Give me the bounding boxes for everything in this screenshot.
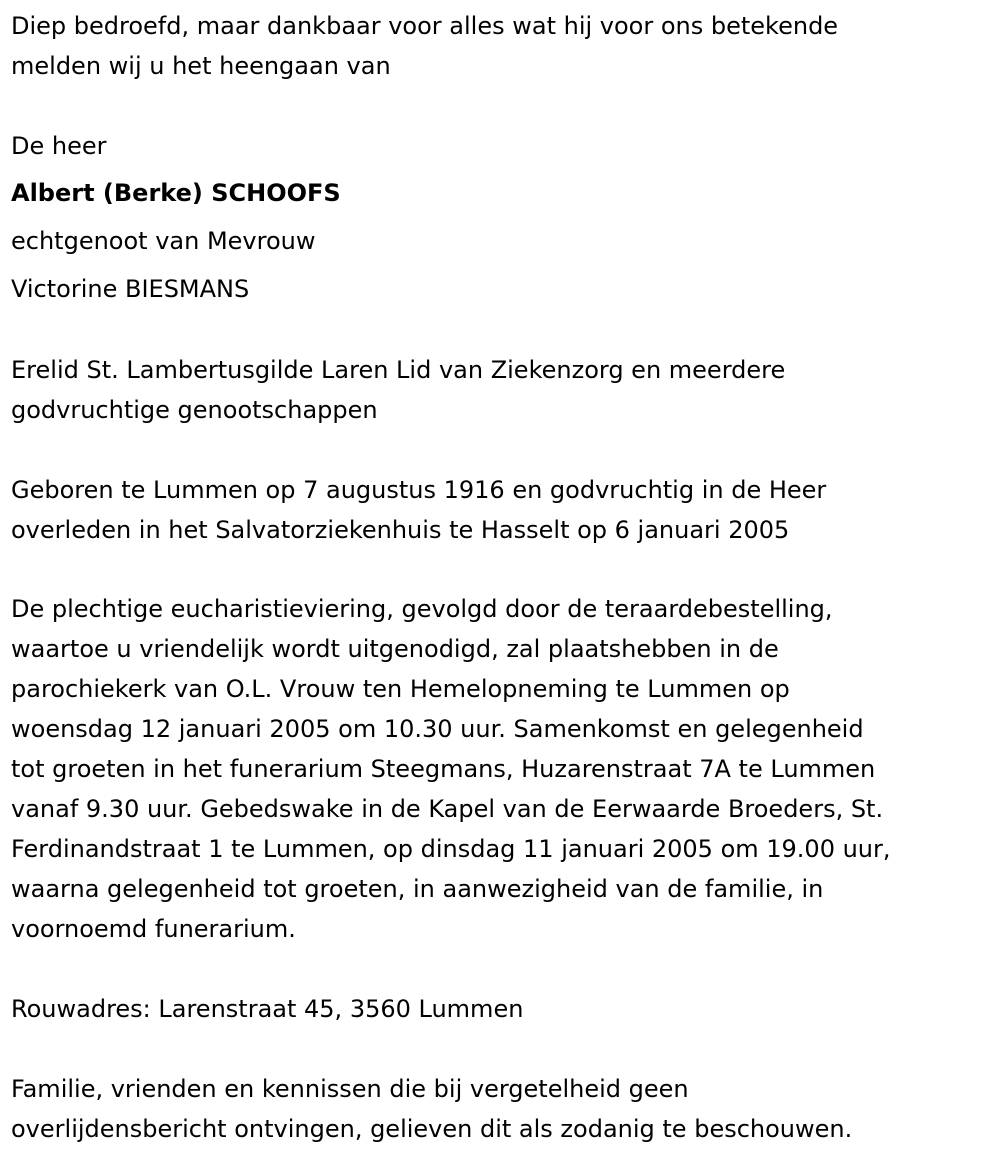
ceremony-line: De plechtige eucharistieviering, gevolgd door de teraardebestelling, xyxy=(11,595,833,623)
deceased-name-text: Albert (Berke) SCHOOFS xyxy=(11,179,341,207)
spouse-name-text: Victorine BIESMANS xyxy=(11,275,250,303)
address-text: Rouwadres: Larenstraat 45, 3560 Lummen xyxy=(11,995,524,1023)
honorific-text: De heer xyxy=(11,132,107,160)
memberships-paragraph xyxy=(11,350,785,430)
ceremony-line: tot groeten in het funerarium Steegmans, Huzarenstraat 7A te Lummen xyxy=(11,755,876,783)
honorific xyxy=(11,126,106,166)
ceremony-line: voornoemd funerarium. xyxy=(11,915,296,943)
ceremony-line: parochiekerk van O.L. Vrouw ten Hemelopneming te Lummen op xyxy=(11,675,790,703)
deceased-name xyxy=(11,173,341,213)
birth-death-paragraph xyxy=(11,470,826,550)
spouse-line xyxy=(11,221,316,261)
ceremony-line: waarna gelegenheid tot groeten, in aanwezigheid van de familie, in xyxy=(11,875,824,903)
closing-line: overlijdensbericht ontvingen, gelieven dit als zodanig te beschouwen. xyxy=(11,1115,853,1143)
closing-line: Familie, vrienden en kennissen die bij vergetelheid geen xyxy=(11,1075,689,1103)
ceremony-line: woensdag 12 januari 2005 om 10.30 uur. Samenkomst en gelegenheid xyxy=(11,715,864,743)
intro-line: melden wij u het heengaan van xyxy=(11,52,391,80)
birth-death-line: Geboren te Lummen op 7 augustus 1916 en godvruchtig in de Heer xyxy=(11,476,827,504)
intro-paragraph xyxy=(11,6,838,86)
ceremony-line: waartoe u vriendelijk wordt uitgenodigd, zal plaatshebben in de xyxy=(11,635,779,663)
spouse-line-text: echtgenoot van Mevrouw xyxy=(11,227,316,255)
birth-death-line: overleden in het Salvatorziekenhuis te Hasselt op 6 januari 2005 xyxy=(11,516,790,544)
closing-paragraph xyxy=(11,1069,852,1149)
spouse-name xyxy=(11,269,249,309)
address-paragraph xyxy=(11,989,523,1029)
ceremony-line: vanaf 9.30 uur. Gebedswake in de Kapel van de Eerwaarde Broeders, St. xyxy=(11,795,884,823)
ceremony-line: Ferdinandstraat 1 te Lummen, op dinsdag 11 januari 2005 om 19.00 uur, xyxy=(11,835,891,863)
memberships-line: godvruchtige genootschappen xyxy=(11,396,378,424)
memberships-line: Erelid St. Lambertusgilde Laren Lid van Ziekenzorg en meerdere xyxy=(11,356,786,384)
intro-line: Diep bedroefd, maar dankbaar voor alles wat hij voor ons betekende xyxy=(11,12,839,40)
ceremony-paragraph xyxy=(11,589,891,949)
